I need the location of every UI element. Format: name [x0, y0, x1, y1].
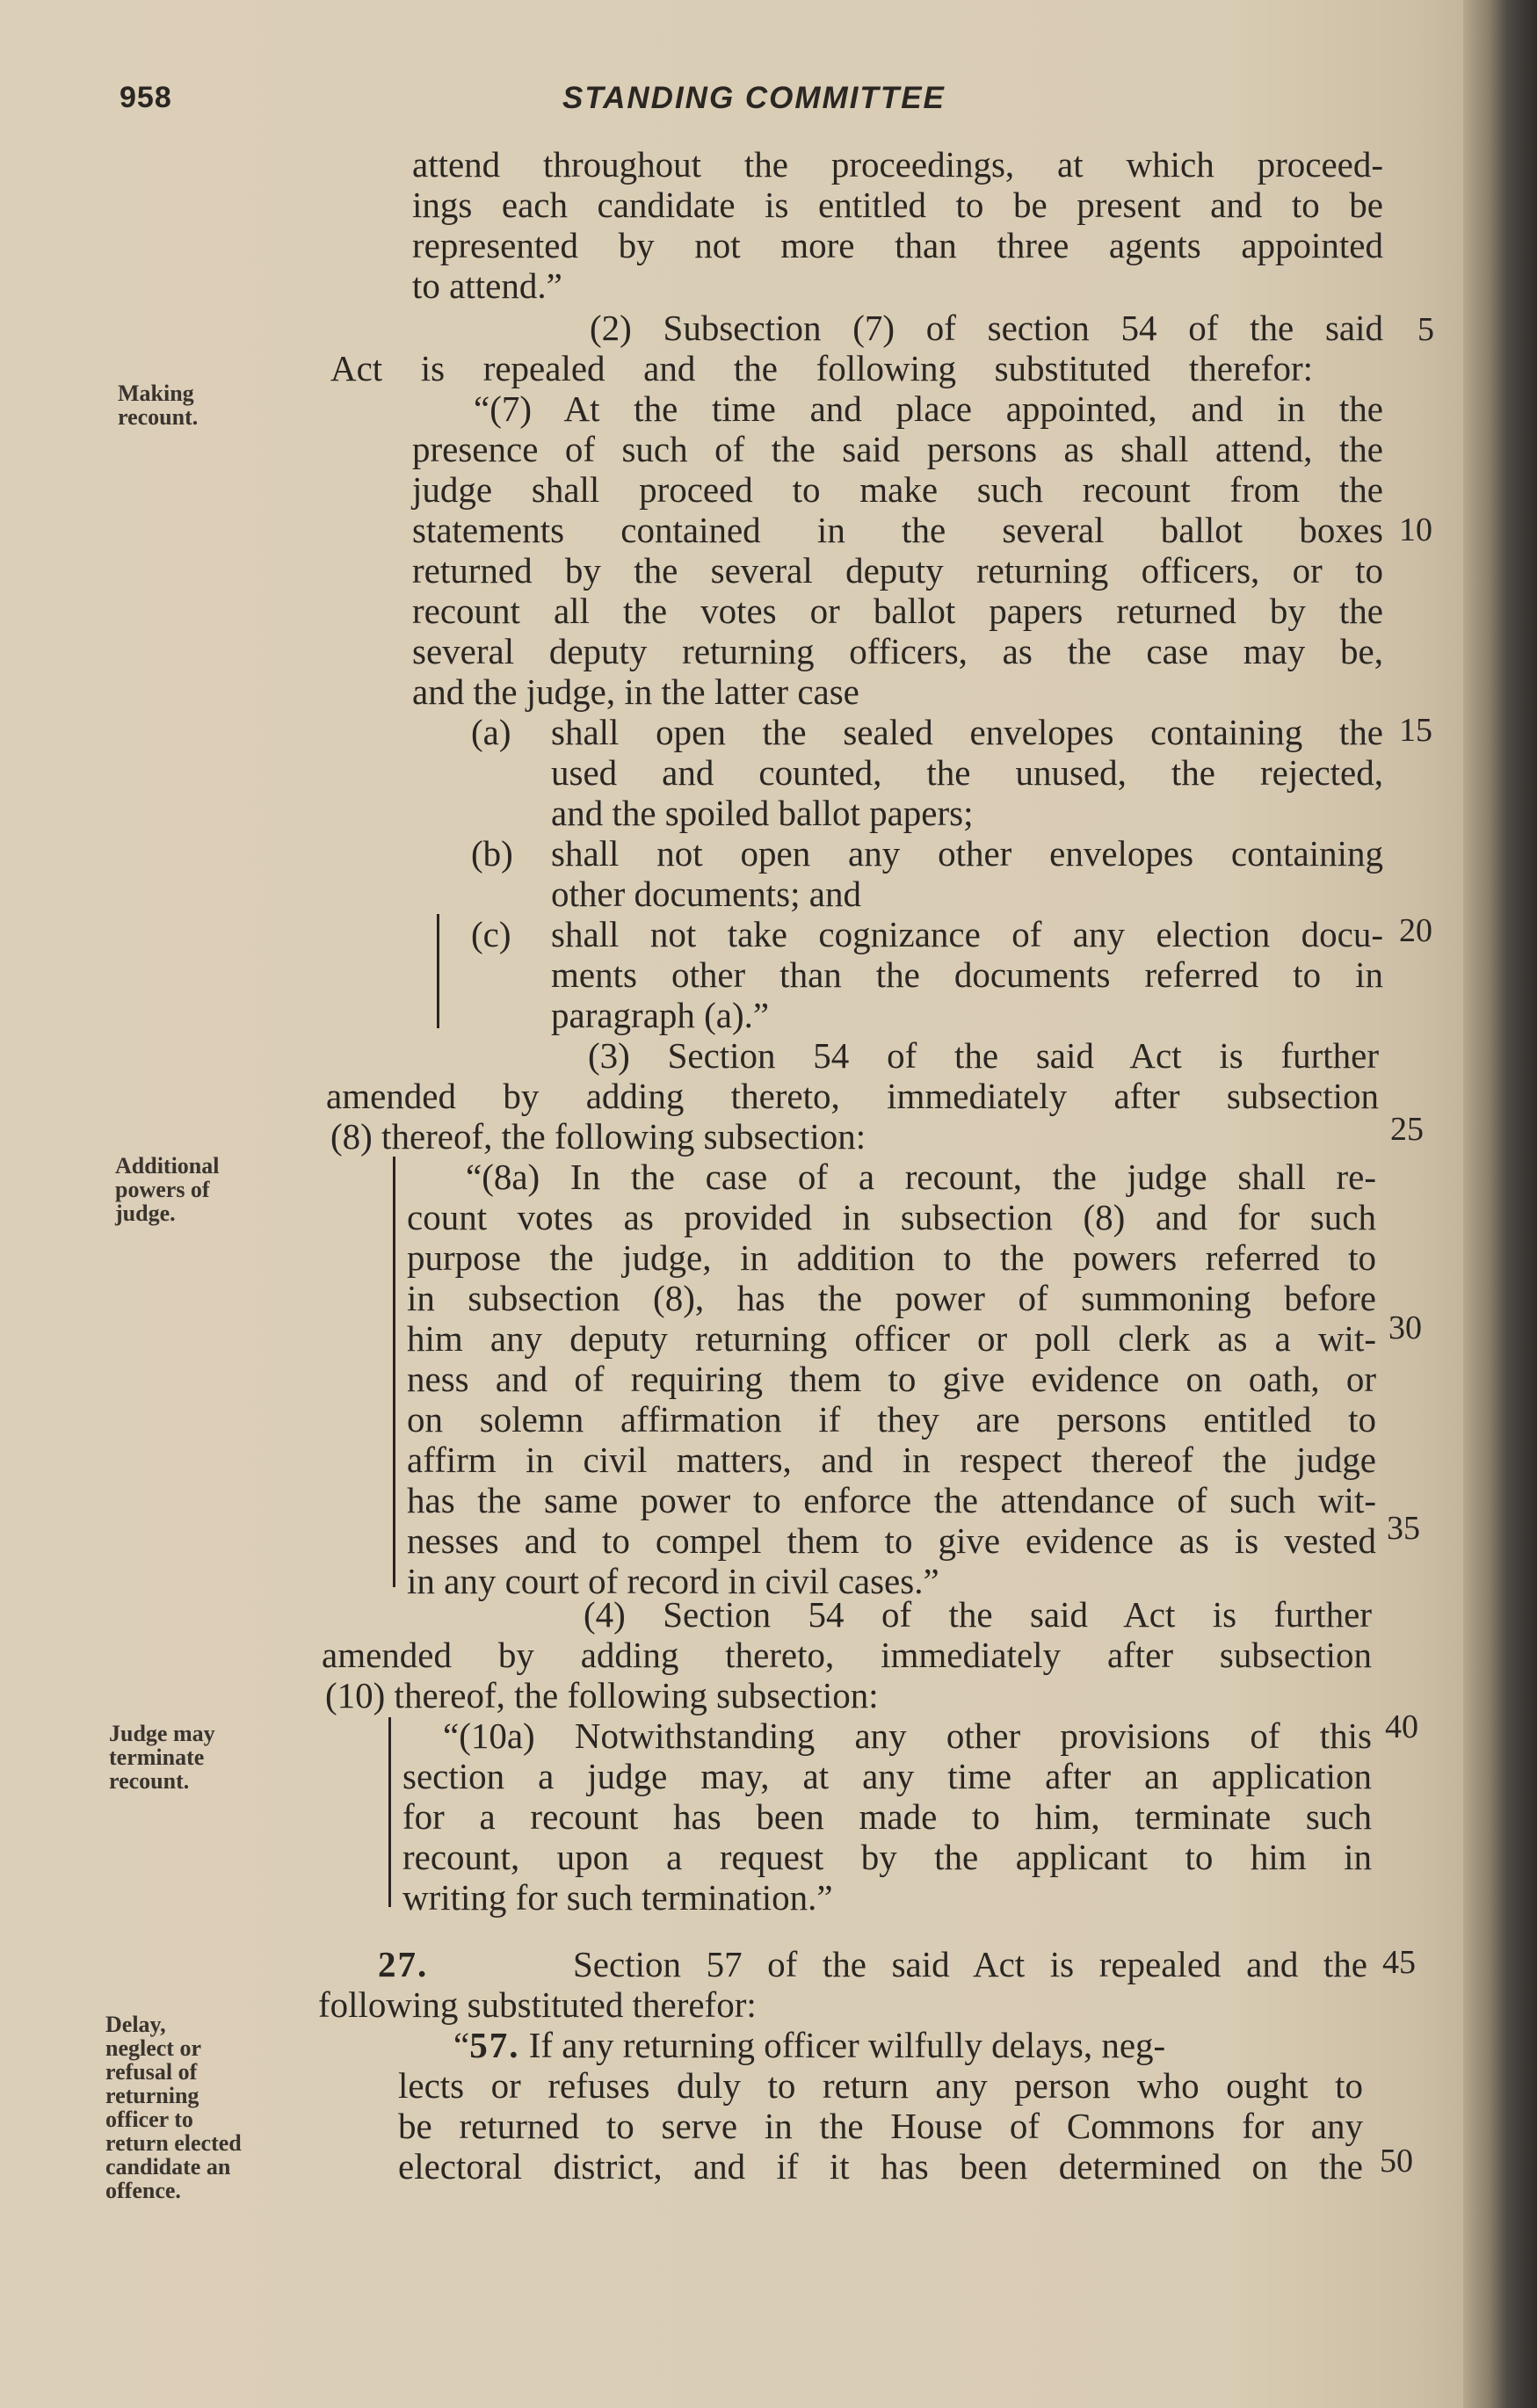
line-number: 15	[1399, 712, 1432, 749]
text-line: paragraph (a).”	[551, 995, 770, 1035]
margin-note-line: terminate	[109, 1744, 205, 1770]
amendment-rule	[437, 914, 439, 1028]
text-line: returned by the several deputy returning officers, or to	[412, 550, 1383, 591]
line-number: 40	[1385, 1708, 1418, 1745]
section-27-number: 27.	[378, 1944, 429, 1984]
text-line: recount all the votes or ballot papers returned by the	[412, 591, 1383, 631]
text-line: presence of such of the said persons as shall attend, the	[412, 429, 1383, 469]
text-line: several deputy returning officers, as the case may be,	[412, 631, 1383, 671]
text-line: writing for such termination.”	[402, 1877, 833, 1918]
text-line: to attend.”	[412, 265, 562, 306]
section-57-text: If any returning officer wilfully delays, neg-	[519, 2025, 1166, 2065]
line-number: 20	[1399, 912, 1432, 949]
line-number: 50	[1380, 2143, 1413, 2180]
text-line: nesses and to compel them to give evidence as is vested	[407, 1520, 1376, 1561]
text-line: “(10a) Notwithstanding any other provisions of this	[443, 1715, 1372, 1756]
text-line: represented by not more than three agents appointed	[412, 225, 1383, 265]
margin-note-line: refusal of	[105, 2059, 198, 2085]
section-57-number: 57.	[469, 2025, 520, 2065]
text-line: amended by adding thereto, immediately after subsection	[322, 1635, 1372, 1675]
text-line: (3) Section 54 of the said Act is further	[588, 1035, 1379, 1076]
text-line: and the spoiled ballot papers;	[551, 793, 974, 833]
text-line: following substituted therefor:	[318, 1984, 757, 2025]
text-line: attend throughout the proceedings, at which proceed-	[412, 144, 1383, 185]
margin-note-line: returning	[105, 2083, 199, 2108]
running-title: STANDING COMMITTEE	[562, 81, 946, 115]
line-number: 35	[1387, 1510, 1420, 1547]
margin-note-line: powers of	[115, 1177, 210, 1202]
margin-note-line: recount.	[118, 404, 199, 430]
text-line: be returned to serve in the House of Commons for any	[398, 2106, 1363, 2146]
text-line: ings each candidate is entitled to be present and to be	[412, 185, 1383, 225]
text-line: count votes as provided in subsection (8) and for such	[407, 1197, 1376, 1237]
line-number: 30	[1388, 1309, 1422, 1346]
text-line: him any deputy returning officer or poll clerk as a wit-	[407, 1318, 1376, 1359]
margin-note-line: Additional	[115, 1153, 220, 1179]
text-line: (4) Section 54 of the said Act is further	[584, 1594, 1372, 1635]
margin-note-line: Making	[118, 381, 194, 406]
text-line: (10) thereof, the following subsection:	[325, 1675, 879, 1715]
page-number: 958	[120, 81, 172, 114]
amendment-rule	[388, 1717, 391, 1907]
text-line: has the same power to enforce the attendance of such wit-	[407, 1480, 1376, 1520]
text-line: Act is repealed and the following substituted therefor:	[330, 348, 1313, 388]
text-line: recount, upon a request by the applicant to him in	[402, 1837, 1372, 1877]
text-line: on solemn affirmation if they are persons entitled to	[407, 1399, 1376, 1440]
line-number: 25	[1390, 1111, 1424, 1148]
amendment-rule	[393, 1157, 395, 1587]
margin-note-line: recount.	[109, 1768, 190, 1794]
text-line: “(7) At the time and place appointed, and in the	[474, 388, 1383, 429]
text-line: (8) thereof, the following subsection:	[330, 1116, 866, 1157]
margin-note-delay-offence	[105, 2013, 242, 2202]
line-number: 45	[1382, 1944, 1416, 1981]
open-quote: “	[453, 2025, 470, 2065]
text-line: affirm in civil matters, and in respect thereof the judge	[407, 1440, 1376, 1480]
margin-note-line: Delay,	[105, 2012, 166, 2037]
text-line: (2) Subsection (7) of section 54 of the said	[590, 308, 1383, 348]
margin-note-line: return elected	[105, 2130, 242, 2156]
margin-note-line: candidate an	[105, 2154, 231, 2180]
book-spine-shadow	[1463, 0, 1537, 2408]
margin-note-line: judge.	[115, 1200, 176, 1226]
text-line: section a judge may, at any time after an application	[402, 1756, 1372, 1796]
text-line: ness and of requiring them to give evidence on oath, or	[407, 1359, 1376, 1399]
text-line: shall not take cognizance of any election docu-	[551, 914, 1383, 954]
text-line: judge shall proceed to make such recount from the	[412, 469, 1383, 510]
text-line: “(8a) In the case of a recount, the judge shall re-	[466, 1157, 1376, 1197]
text-line: in subsection (8), has the power of summoning before	[407, 1278, 1376, 1318]
text-line: lects or refuses duly to return any person who ought to	[398, 2065, 1363, 2106]
margin-note-additional-powers	[115, 1154, 220, 1225]
text-line	[453, 2025, 1165, 2065]
margin-note-line: officer to	[105, 2107, 193, 2132]
margin-note-line: neglect or	[105, 2035, 202, 2061]
paragraph-label: (a)	[471, 712, 511, 752]
text-line: electoral district, and if it has been determined on the	[398, 2146, 1363, 2187]
text-line: for a recount has been made to him, terminate such	[402, 1796, 1372, 1837]
line-number: 5	[1417, 311, 1434, 348]
text-line: ments other than the documents referred to in	[551, 954, 1383, 995]
text-line: Section 57 of the said Act is repealed and the	[573, 1944, 1367, 1984]
margin-note-judge-may-terminate	[109, 1722, 215, 1793]
paragraph-label: (c)	[471, 914, 511, 954]
margin-note-line: Judge may	[109, 1721, 215, 1746]
text-line: statements contained in the several ballot boxes	[412, 510, 1383, 550]
margin-note-making-recount	[118, 381, 198, 429]
line-number: 10	[1399, 511, 1432, 548]
text-line: used and counted, the unused, the rejected,	[551, 752, 1383, 793]
text-line: other documents; and	[551, 874, 861, 914]
margin-note-line: offence.	[105, 2178, 181, 2203]
section-number	[378, 1944, 428, 1984]
paragraph-label: (b)	[471, 833, 513, 874]
text-line: and the judge, in the latter case	[412, 671, 859, 712]
text-line: amended by adding thereto, immediately after subsection	[326, 1076, 1379, 1116]
text-line: shall open the sealed envelopes containing the	[551, 712, 1383, 752]
text-line: in any court of record in civil cases.”	[407, 1561, 939, 1601]
text-line: purpose the judge, in addition to the powers referred to	[407, 1237, 1376, 1278]
text-line: shall not open any other envelopes containing	[551, 833, 1383, 874]
